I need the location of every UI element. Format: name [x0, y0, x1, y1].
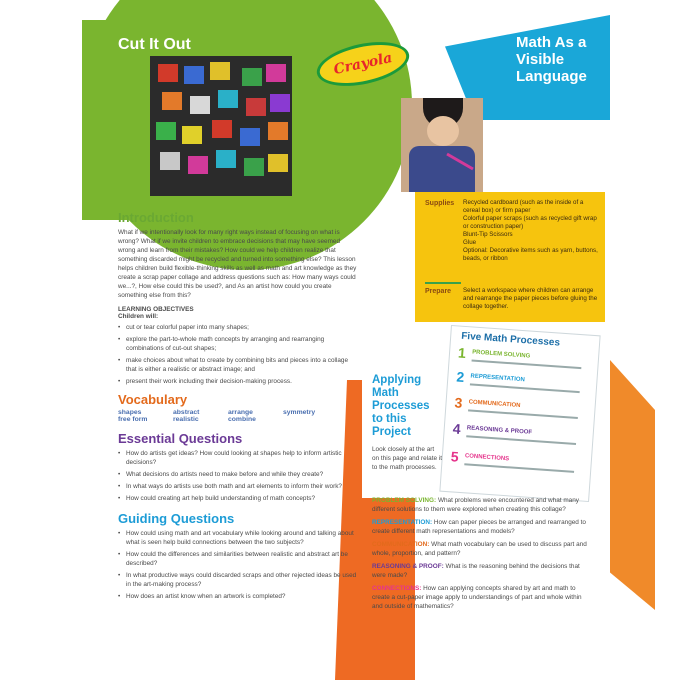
poster-number: 1 [457, 344, 467, 362]
guiding-questions-list [118, 529, 358, 601]
vocab-word: combine [228, 416, 256, 423]
question-item: • How could creating art help build understanding of math concepts? [118, 494, 358, 503]
process-item: REASONING & PROOF: What is the reasoning behind the decisions that were made? [372, 563, 580, 579]
process-item: PROBLEM SOLVING: What problems were encountered and what many different solutions to them were explored when creating this collage? [372, 497, 579, 513]
poster-item-label: PROBLEM SOLVING [471, 349, 531, 360]
vocab-word: realistic [173, 416, 199, 423]
vocab-word: symmetry [283, 409, 316, 416]
poster-item-label: CONNECTIONS [464, 453, 510, 463]
essential-questions-list [118, 449, 358, 503]
vocabulary-heading: Vocabulary [118, 392, 188, 407]
page-title: Cut It Out [118, 36, 191, 53]
vocab-word: arrange [228, 409, 253, 416]
question-item: • In what productive ways could discarded scraps and other rejected ideas be used in the art-making process? [118, 571, 358, 589]
objective-item: • cut or tear colorful paper into many shapes; [118, 323, 358, 332]
applying-text: Look closely at the art on this page and relate it to the math processes. [372, 446, 442, 471]
crayola-logo: Crayola [313, 35, 413, 94]
supplies-box [415, 192, 605, 322]
poster-number: 3 [454, 394, 463, 411]
supply-item: Glue [463, 239, 477, 246]
supply-item: Blunt-Tip Scissors [463, 231, 513, 238]
introduction-text: What if we intentionally look for many right ways instead of focusing on what is wrong? What if we invite children to embrace decisions that may have seemed wrong and learn from their mistakes? How could we help children realize that something discarded might be recycled and turned into something else? This lesson helps children build flexible-thinking skills as well as math and art knowledge as they create a scrap paper collage and address questions such as: How many ways could we...?, How else could this be used?, and As an artist how could you create something else from this? [118, 229, 357, 299]
vocab-word: free form [118, 416, 148, 423]
vocabulary-row [118, 416, 358, 423]
vocabulary-row [118, 409, 358, 416]
poster-number: 5 [450, 448, 460, 465]
poster-item-label: COMMUNICATION [468, 399, 521, 410]
processes-list [372, 496, 594, 615]
poster-number: 4 [452, 420, 462, 437]
poster-title: Five Math Processes [460, 330, 561, 349]
poster-item-label: REPRESENTATION [470, 373, 525, 384]
orange-decor-shape [610, 360, 655, 610]
question-item: • How does an artist know when an artwork is completed? [118, 592, 358, 601]
process-item: CONNECTIONS: How can applying concepts shared by art and math to create a cut-paper image apply to understandings of part and whole within and outside of mathematics? [372, 585, 582, 610]
vocab-word: abstract [173, 409, 200, 416]
question-item: • How could the differences and similarities between realistic and abstract art be described? [118, 550, 358, 568]
prepare-label: Prepare [425, 288, 452, 295]
child-drawing-photo [401, 98, 483, 192]
process-item: COMMUNICATION: What math vocabulary can be used to discuss part and whole, proportion, and pattern? [372, 541, 587, 557]
supply-item: Optional: Decorative items such as yarn, buttons, beads, or ribbon [463, 247, 598, 262]
supplies-list [463, 199, 601, 263]
supplies-label: Supplies [425, 200, 455, 207]
question-item: • How do artists get ideas? How could looking at shapes help to inform artistic decisions? [118, 449, 358, 467]
objective-item: • explore the part-to-whole math concepts by arranging and rearranging combinations of cut-out shapes; [118, 335, 358, 353]
process-item: REPRESENTATION: How can paper pieces be arranged and rearranged to create different math representations and models? [372, 519, 586, 535]
objective-item: • present their work including their decision-making process. [118, 377, 358, 386]
guiding-questions-heading: Guiding Questions [118, 511, 235, 526]
squiggle-divider [425, 282, 461, 284]
applying-heading: Applying Math Processes to this Project [372, 374, 430, 438]
prepare-text: Select a workspace where children can arrange and rearrange the paper pieces before gluing the collage together. [463, 287, 598, 310]
left-column [118, 210, 358, 604]
collage-artwork-photo [150, 56, 292, 196]
objective-item: • make choices about what to create by combining bits and pieces into a collage that is either a realistic or abstract image; and [118, 356, 358, 374]
supply-item: Recycled cardboard (such as the inside of a cereal box) or firm paper [463, 199, 584, 214]
supply-item: Colorful paper scraps (such as recycled gift wrap or construction paper) [463, 215, 597, 230]
five-math-processes-poster [439, 325, 600, 502]
objectives-list [118, 323, 358, 386]
essential-questions-heading: Essential Questions [118, 431, 243, 446]
introduction-heading: Introduction [118, 210, 194, 225]
objectives-label: LEARNING OBJECTIVES [118, 306, 194, 313]
vocab-word: shapes [118, 409, 142, 416]
poster-item-label: REASONING & PROOF [466, 425, 533, 436]
question-item: • What decisions do artists need to make before and while they create? [118, 470, 358, 479]
question-item: • In what ways do artists use both math and art elements to inform their work? [118, 482, 358, 491]
poster-number: 2 [455, 368, 465, 385]
children-will-label: Children will: [118, 313, 159, 320]
section-title: Math As a Visible Language [516, 34, 587, 85]
question-item: • How could using math and art vocabulary while looking around and talking about what is seen help build connections between the two subjects? [118, 529, 358, 547]
